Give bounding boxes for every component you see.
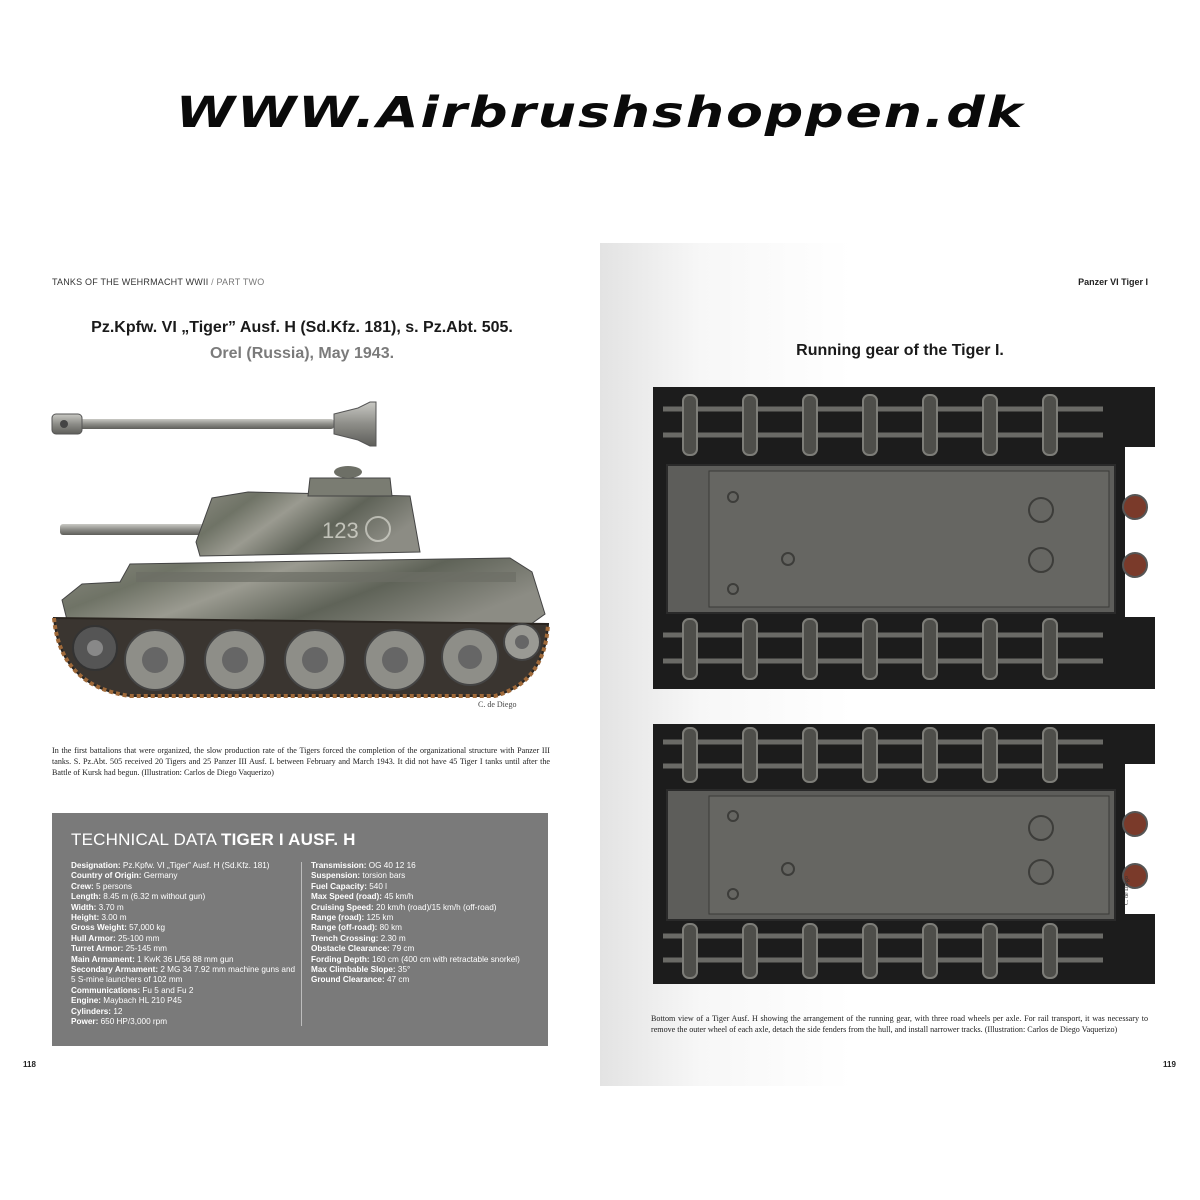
spec-value: 1 KwK 36 L/56 88 mm gun	[134, 954, 234, 964]
spec-row	[71, 903, 296, 913]
spec-label: Fording Depth:	[311, 954, 370, 964]
spec-value: 3.70 m	[96, 902, 124, 912]
spec-row	[311, 923, 541, 933]
spec-value: 2.30 m	[378, 933, 406, 943]
tiger-side-view-illustration	[40, 392, 570, 710]
technical-data-title	[71, 830, 356, 850]
spec-label: Length:	[71, 892, 102, 902]
spec-value: OG 40 12 16	[366, 861, 416, 870]
spec-row	[311, 903, 541, 913]
spec-label: Communications:	[71, 985, 141, 995]
spec-value: 80 km	[377, 923, 402, 933]
technical-data-title-normal: TECHNICAL DATA	[71, 830, 222, 849]
spec-row	[311, 934, 541, 944]
spec-value: 160 cm (400 cm with retractable snorkel)	[369, 954, 520, 964]
spec-value: 8.45 m (6.32 m without gun)	[101, 892, 206, 902]
spec-row	[311, 965, 541, 975]
illustration-credit: C. de Diego	[478, 700, 517, 709]
part-label: PART TWO	[216, 277, 265, 287]
running-head-separator: /	[211, 277, 214, 287]
technical-data-divider	[301, 862, 302, 1026]
spec-row	[71, 1007, 296, 1017]
spec-row	[311, 975, 541, 985]
spec-value: Maybach HL 210 P45	[101, 996, 182, 1006]
spec-label: Country of Origin:	[71, 871, 142, 881]
spec-label: Designation:	[71, 861, 121, 870]
spec-row	[71, 996, 296, 1006]
spec-label: Ground Clearance:	[311, 975, 385, 985]
spec-label: Suspension:	[311, 871, 361, 881]
left-page-number: 118	[23, 1060, 36, 1069]
running-gear-view-1	[653, 387, 1155, 689]
spec-value: 47 cm	[384, 975, 410, 985]
spec-row	[71, 1017, 296, 1027]
spec-value: 20 km/h (road)/15 km/h (off-road)	[373, 902, 497, 912]
tank-subtitle: Orel (Russia), May 1943.	[209, 345, 395, 362]
spec-value: 3.00 m	[99, 913, 127, 923]
spec-label: Cylinders:	[71, 1006, 112, 1016]
spec-label: Obstacle Clearance:	[311, 944, 390, 954]
spec-value: 35°	[395, 965, 411, 975]
spec-row	[311, 913, 541, 923]
spec-value: 650 HP/3,000 rpm	[98, 1017, 168, 1027]
technical-data-title-bold: TIGER I AUSF. H	[221, 830, 356, 849]
spec-value: 125 km	[364, 913, 394, 923]
spec-row	[71, 944, 296, 954]
technical-data-column-2	[311, 861, 541, 986]
gun-barrel-detail	[52, 402, 376, 446]
spec-row	[71, 934, 296, 944]
spec-label: Height:	[71, 913, 100, 923]
road-wheels	[73, 624, 540, 690]
spec-row	[71, 861, 296, 871]
spec-label: Fuel Capacity:	[311, 881, 367, 891]
spec-value: Pz.Kpfw. VI „Tiger” Ausf. H (Sd.Kfz. 181)	[120, 861, 270, 870]
spec-row	[311, 892, 541, 902]
spec-label: Secondary Armament:	[71, 965, 159, 975]
running-gear-title: Running gear of the Tiger I.	[796, 342, 1004, 359]
spec-label: Max Climbable Slope:	[311, 965, 396, 975]
spec-row	[71, 986, 296, 996]
spec-label: Hull Armor:	[71, 933, 116, 943]
spec-row	[71, 871, 296, 881]
right-caption: Bottom view of a Tiger Ausf. H showing the arrangement of the running gear, with three road wheels per axle. For rail transport, it was necessary to remove the outer wheel of each axle, detach the side fenders from the hull, and install narrower tracks. (Illustration: Carlos de Diego Vaquerizo)	[651, 1014, 1148, 1034]
left-caption: In the first battalions that were organized, the slow production rate of the Tigers forced the completion of the organizational structure with Panzer III tanks. S. Pz.Abt. 505 received 20 Tigers and 25 Panzer III Ausf. L between February and March 1943. It did not have 45 Tiger I tanks until after the Battle of Kursk had begun. (Illustration: Carlos de Diego Vaquerizo)	[52, 746, 550, 777]
spec-label: Crew:	[71, 881, 94, 891]
spec-value: 540 l	[366, 881, 387, 891]
website-banner: WWW.Airbrushshoppen.dk	[175, 88, 1025, 138]
spec-value: torsion bars	[360, 871, 406, 881]
left-running-head	[52, 277, 264, 287]
spec-value: Germany	[141, 871, 178, 881]
spec-value: 12	[111, 1006, 123, 1016]
spec-label: Max Speed (road):	[311, 892, 382, 902]
spec-label: Range (off-road):	[311, 923, 378, 933]
spec-label: Gross Weight:	[71, 923, 127, 933]
spec-row	[311, 944, 541, 954]
spec-label: Turret Armor:	[71, 944, 124, 954]
spec-row	[71, 892, 296, 902]
spec-value: 25-145 mm	[123, 944, 167, 954]
spec-value: 2 MG 34 7.92 mm machine guns and 5 S-mine launchers of 102 mm	[71, 965, 296, 985]
spec-row	[71, 923, 296, 933]
spec-label: Range (road):	[311, 913, 365, 923]
spec-label: Engine:	[71, 996, 102, 1006]
spec-row	[311, 955, 541, 965]
spec-label: Cruising Speed:	[311, 902, 374, 912]
running-gear-credit: C. de Diego	[1124, 876, 1130, 905]
spec-label: Power:	[71, 1017, 99, 1027]
running-gear-view-2	[653, 724, 1155, 984]
spec-value: 79 cm	[389, 944, 415, 954]
spec-value: 25-100 mm	[115, 933, 160, 943]
book-title: TANKS OF THE WEHRMACHT WWII	[52, 277, 209, 287]
turret-number: 123	[322, 518, 359, 543]
spec-row	[311, 861, 541, 871]
tank-title: Pz.Kpfw. VI „Tiger” Ausf. H (Sd.Kfz. 181), s. Pz.Abt. 505.	[91, 319, 513, 336]
spec-value: 5 persons	[93, 881, 132, 891]
right-page-number: 119	[1163, 1060, 1176, 1069]
spec-row	[71, 913, 296, 923]
right-running-head: Panzer VI Tiger I	[1078, 277, 1148, 287]
spec-label: Width:	[71, 902, 97, 912]
spec-row	[311, 871, 541, 881]
spec-row	[71, 955, 296, 965]
spec-value: Fu 5 and Fu 2	[140, 985, 194, 995]
spec-row	[311, 882, 541, 892]
spec-row	[71, 882, 296, 892]
technical-data-column-1	[71, 861, 296, 1028]
spec-label: Trench Crossing:	[311, 933, 379, 943]
spec-label: Transmission:	[311, 861, 367, 870]
technical-data-box	[52, 813, 548, 1046]
spec-value: 57,000 kg	[126, 923, 166, 933]
spec-label: Main Armament:	[71, 954, 135, 964]
spec-value: 45 km/h	[381, 892, 414, 902]
spec-row	[71, 965, 296, 986]
